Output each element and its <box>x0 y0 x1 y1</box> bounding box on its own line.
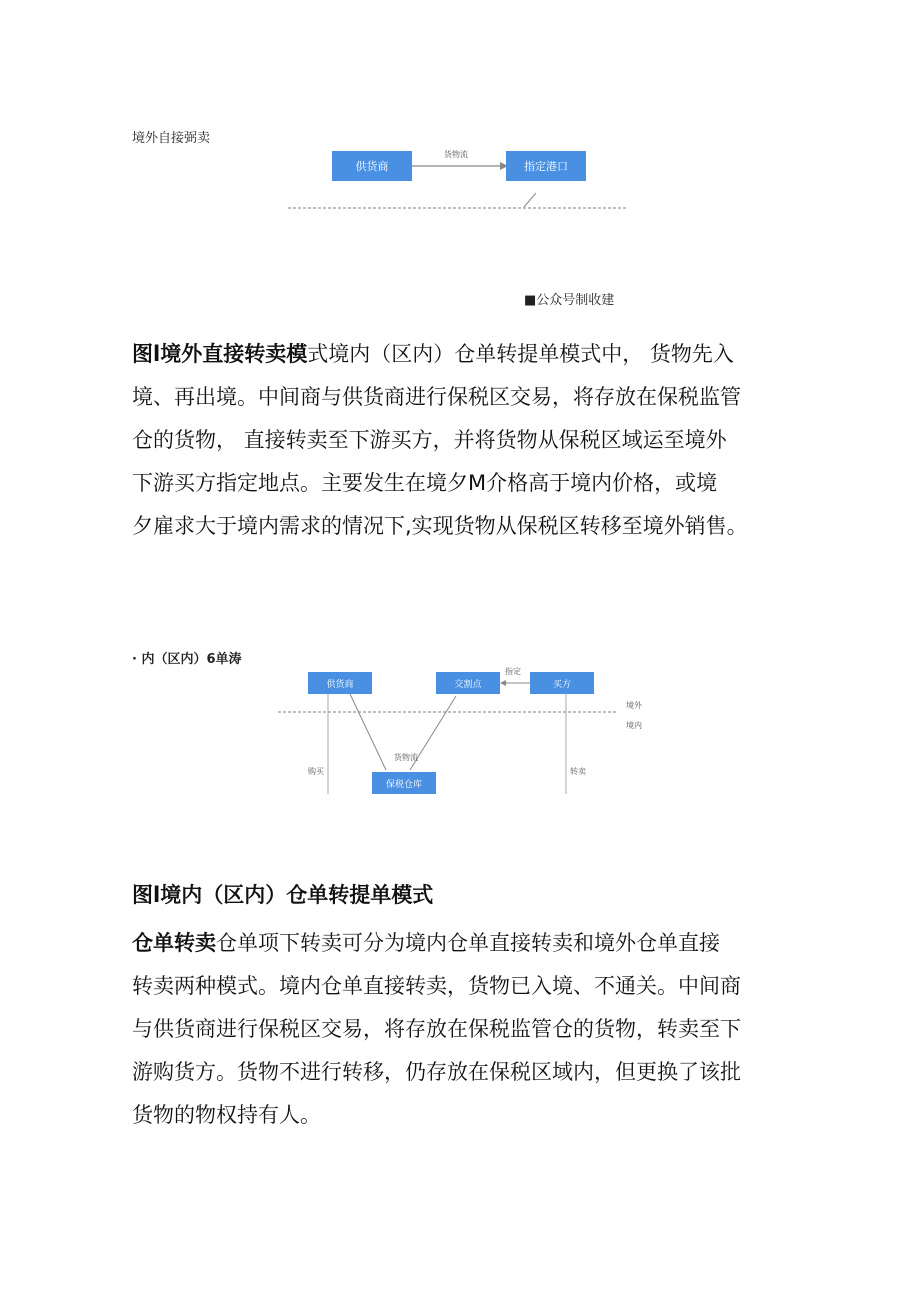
fig2-designate-arrowhead <box>500 680 506 686</box>
fig2-domestic-label: 境内 <box>626 721 642 730</box>
fig2-diagram <box>278 660 658 800</box>
fig1-diagram <box>288 145 628 225</box>
para2-line-1 <box>132 922 812 965</box>
para2-line-4: 游购货方。货物不进行转移，仍存放在保税区域内，但更换了该批 <box>132 1060 741 1084</box>
para1-line-3: 仓的货物， 直接转卖至下游买方，并将货物从保税区域运至境外 <box>132 428 727 452</box>
para2-line-3: 与供货商进行保税区交易，将存放在保税监管仓的货物，转卖至下 <box>132 1017 741 1041</box>
para1-line-2: 境、再出境。中间商与供货商进行保税区交易，将存放在保税监管 <box>132 385 741 409</box>
fig2-abroad-label: 境外 <box>626 701 642 710</box>
para1-line-1 <box>132 333 812 376</box>
fig1-watermark: ■公众号制收建 <box>524 293 615 308</box>
fig1-supplier-label: 供货商 <box>355 160 389 173</box>
fig2-warehouse-label: 保税仓库 <box>385 780 423 790</box>
fig2-delivery-label: 交割点 <box>454 680 482 690</box>
para2-bold-lead: 仓单转卖 <box>132 931 216 955</box>
fig2-designate-label: 指定 <box>505 667 521 676</box>
paragraph-2 <box>132 922 812 1137</box>
fig1-up-arrow <box>524 193 536 207</box>
fig2-down-arrow <box>350 694 386 770</box>
fig2-buy-label: 购买 <box>308 767 324 776</box>
fig2-supplier-label: 供货商 <box>326 680 354 690</box>
paragraph-1 <box>132 333 812 548</box>
para2-line-2: 转卖两种模式。境内仓单直接转卖，货物已入境、不通关。中间商 <box>132 974 741 998</box>
fig2-caption: · 内（区内）6单涛 <box>132 652 242 667</box>
fig1-flow-label: 货物流 <box>444 150 468 159</box>
fig2-sell-label: 转卖 <box>570 767 586 776</box>
fig1-port-label: 指定港口 <box>524 160 568 173</box>
para1-bold-lead: 图l境外直接转卖模 <box>132 342 308 366</box>
para1-line-1-text: 式境内（区内）仓单转提单模式中， 货物先入 <box>307 342 734 366</box>
fig2-buyer-label: 买方 <box>552 680 572 690</box>
section-heading-2: 图l境内（区内）仓单转提单模式 <box>132 883 434 907</box>
para1-line-4: 下游买方指定地点。主要发生在境夕M介格高于境内价格，或境 <box>132 471 718 495</box>
para1-line-5: 夕雇求大于境内需求的情况下,实现货物从保税区转移至境外销售。 <box>132 514 748 538</box>
fig1-caption: 境外自接弼卖 <box>132 131 211 146</box>
para2-line-5: 货物的物权持有人。 <box>132 1103 321 1127</box>
fig2-flow-label: 货物流 <box>394 753 418 762</box>
para2-line-1-text: 仓单项下转卖可分为境内仓单直接转卖和境外仓单直接 <box>216 931 720 955</box>
